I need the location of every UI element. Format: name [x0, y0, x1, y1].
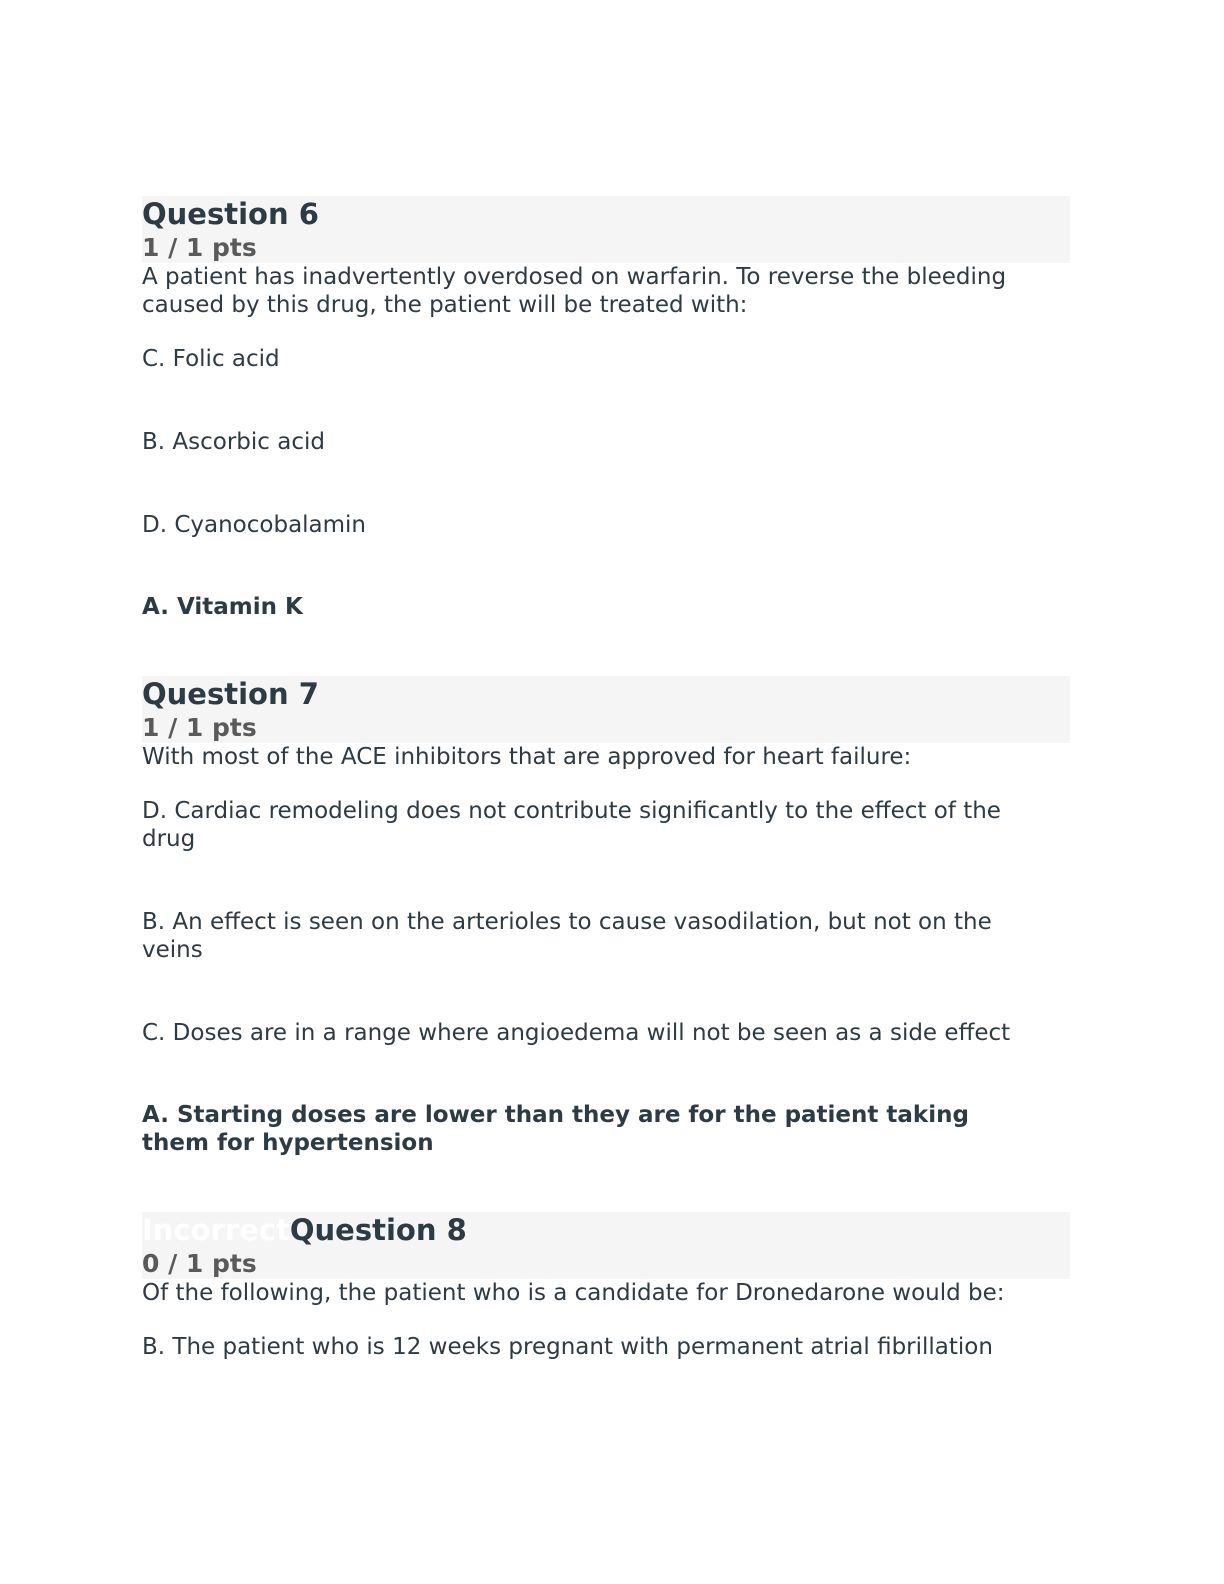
question-title: Question 6	[142, 197, 319, 231]
question-text: A patient has inadvertently overdosed on warfarin. To reverse the bleeding caused by this drug, the patient will be treated with:	[142, 264, 1007, 318]
question-title: Question 7	[142, 677, 319, 711]
answer-option: B. The patient who is 12 weeks pregnant with permanent atrial fibrillation	[142, 1334, 993, 1360]
answer-option: B. Ascorbic acid	[142, 429, 325, 455]
question-header	[142, 196, 1070, 263]
question-block	[142, 676, 1070, 1156]
question-block	[142, 196, 1070, 620]
answer-option: C. Doses are in a range where angioedema will not be seen as a side effect	[142, 1020, 1011, 1046]
answer-option: D. Cyanocobalamin	[142, 512, 367, 538]
question-points: 1 / 1 pts	[142, 233, 257, 262]
question-header	[142, 676, 1070, 743]
answer-option: B. An effect is seen on the arterioles to cause vasodilation, but not on the veins	[142, 909, 992, 963]
question-header	[142, 1212, 1070, 1279]
question-text: Of the following, the patient who is a candidate for Dronedarone would be:	[142, 1280, 1005, 1306]
question-points: 0 / 1 pts	[142, 1249, 257, 1278]
question-text: With most of the ACE inhibitors that are approved for heart failure:	[142, 744, 912, 770]
answer-option: C. Folic acid	[142, 346, 280, 372]
question-block	[142, 1212, 1070, 1360]
correct-answer-option: A. Starting doses are lower than they are for the patient taking them for hypertension	[142, 1102, 969, 1156]
question-status-flag: Incorrect	[142, 1213, 290, 1247]
question-title: Question 8	[289, 1213, 467, 1247]
correct-answer-option: A. Vitamin K	[142, 594, 303, 620]
question-points: 1 / 1 pts	[142, 713, 257, 742]
answer-option: D. Cardiac remodeling does not contribute significantly to the effect of the drug	[142, 798, 1001, 852]
